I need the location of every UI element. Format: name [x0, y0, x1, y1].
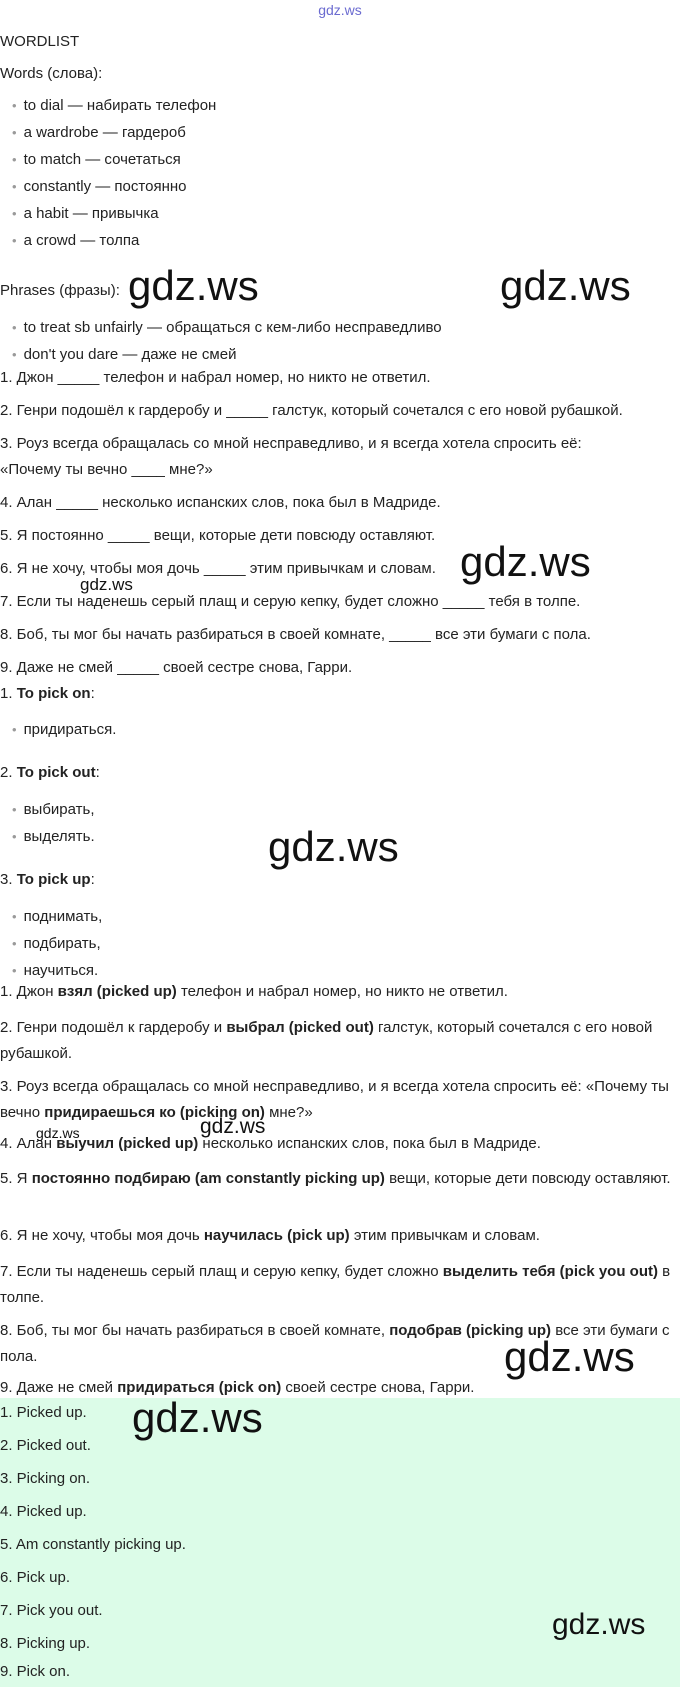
meaning-heading: 3. To pick up: [0, 871, 95, 888]
watermark: gdz.ws [552, 1608, 646, 1641]
watermark: gdz.ws [36, 1125, 80, 1141]
translation-sentence: 6. Я не хочу, чтобы моя дочь научилась (pick up) этим привычкам и словам. [0, 1227, 540, 1244]
watermark: gdz.ws [500, 262, 631, 309]
answer-item: 5. Am constantly picking up. [0, 1536, 186, 1553]
meaning-item: • научиться. [12, 961, 98, 981]
translation-sentence: 5. Я постоянно подбираю (am constantly picking up) вещи, которые дети повсюду оставляют. [0, 1170, 671, 1187]
watermark: gdz.ws [200, 1115, 266, 1138]
phrases-heading: Phrases (фразы): [0, 282, 120, 299]
answer-item: 6. Pick up. [0, 1569, 71, 1586]
translation-sentence: 1. Джон взял (picked up) телефон и набрал номер, но никто не ответил. [0, 983, 508, 1000]
wordlist-title: WORDLIST [0, 33, 80, 50]
meaning-item: • придираться. [12, 720, 116, 740]
meaning-heading: 1. To pick on: [0, 685, 95, 702]
translation-sentence: 9. Даже не смей придираться (pick on) своей сестре снова, Гарри. [0, 1379, 475, 1396]
meaning-heading: 2. To pick out: [0, 764, 100, 781]
word-item: • constantly — постоянно [12, 177, 186, 197]
watermark: gdz.ws [128, 262, 259, 309]
watermark: gdz.ws [504, 1333, 635, 1380]
gap-sentence: 9. Даже не смей _____ своей сестре снова, Гарри. [0, 659, 353, 676]
meaning-item: • поднимать, [12, 907, 102, 927]
watermark: gdz.ws [460, 538, 591, 585]
translation-sentence: 4. Алан выучил (picked up) несколько испанских слов, пока был в Мадриде. [0, 1135, 541, 1152]
meaning-item: • выделять. [12, 827, 95, 847]
answer-item: 3. Picking on. [0, 1470, 91, 1487]
phrase-item: • to treat sb unfairly — обращаться с кем-либо несправедливо [12, 318, 442, 338]
watermark: gdz.ws [80, 575, 133, 594]
translation-sentence: 7. Если ты наденешь серый плащ и серую кепку, будет сложно выделить тебя (pick you out) в толпе. [0, 1263, 671, 1306]
word-item: • a crowd — толпа [12, 231, 139, 251]
word-item: • a habit — привычка [12, 204, 159, 224]
gap-sentence: 3. Роуз всегда обращалась со мной несправедливо, и я всегда хотела спросить её: [0, 435, 582, 452]
gap-sentence: 8. Боб, ты мог бы начать разбираться в своей комнате, _____ все эти бумаги с пола. [0, 626, 591, 643]
watermark: gdz.ws [132, 1394, 263, 1441]
word-item: • to match — сочетаться [12, 150, 181, 170]
answer-item: 7. Pick you out. [0, 1602, 103, 1619]
word-item: • to dial — набирать телефон [12, 96, 216, 116]
gap-sentence: 7. Если ты наденешь серый плащ и серую кепку, будет сложно _____ тебя в толпе. [0, 593, 581, 610]
translation-sentence: 3. Роуз всегда обращалась со мной несправедливо, и я всегда хотела спросить её: «Почему ты вечно придираешься ко (picking on) мне?» [0, 1078, 669, 1121]
words-heading: Words (слова): [0, 65, 103, 82]
gap-sentence: 5. Я постоянно _____ вещи, которые дети повсюду оставляют. [0, 527, 436, 544]
gap-sentence: 2. Генри подошёл к гардеробу и _____ галстук, который сочетался с его новой рубашкой. [0, 402, 623, 419]
word-item: • a wardrobe — гардероб [12, 123, 186, 143]
top-watermark: gdz.ws [318, 2, 362, 18]
answer-item: 4. Picked up. [0, 1503, 87, 1520]
phrase-item: • don't you dare — даже не смей [12, 345, 236, 365]
gap-sentence: 6. Я не хочу, чтобы моя дочь _____ этим привычкам и словам. [0, 560, 436, 577]
gap-sentence: 1. Джон _____ телефон и набрал номер, но никто не ответил. [0, 369, 431, 386]
answer-item: 9. Pick on. [0, 1663, 71, 1680]
watermark: gdz.ws [268, 823, 399, 870]
translation-sentence: 2. Генри подошёл к гардеробу и выбрал (picked out) галстук, который сочетался с его новой рубашкой. [0, 1019, 653, 1062]
gap-sentence: 4. Алан _____ несколько испанских слов, пока был в Мадриде. [0, 494, 441, 511]
translation-sentence: 8. Боб, ты мог бы начать разбираться в своей комнате, подобрав (picking up) все эти бумаги с пола. [0, 1322, 670, 1365]
gap-sentence: «Почему ты вечно ____ мне?» [0, 461, 213, 478]
meaning-item: • подбирать, [12, 934, 101, 954]
answer-item: 1. Picked up. [0, 1404, 87, 1421]
answer-item: 2. Picked out. [0, 1437, 91, 1454]
answer-item: 8. Picking up. [0, 1635, 91, 1652]
meaning-item: • выбирать, [12, 800, 95, 820]
